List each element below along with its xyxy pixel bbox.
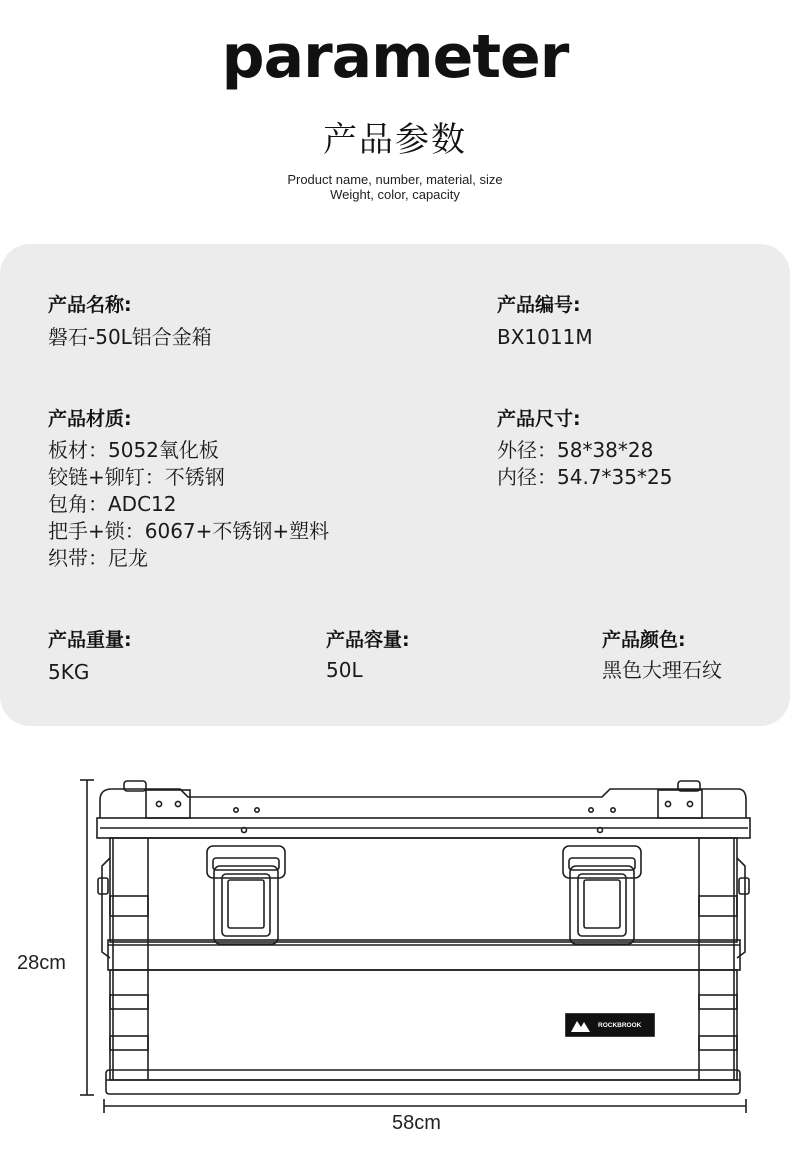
material-line: 包角：ADC12: [48, 492, 177, 516]
spec-panel: [0, 244, 790, 726]
aluminum-box-drawing: [0, 760, 790, 1160]
description-line-1: Product name, number, material, size: [287, 172, 503, 187]
material-line: 板材：5052氧化板: [48, 438, 219, 462]
latch-right: [563, 846, 641, 944]
description-line-2: Weight, color, capacity: [330, 187, 460, 202]
product-weight-label: 产品重量:: [48, 629, 132, 651]
lid: [97, 781, 750, 838]
page-title: parameter: [221, 22, 569, 92]
latch-left: [207, 846, 285, 944]
width-dimension-label: 58cm: [392, 1112, 441, 1134]
product-number-label: 产品编号:: [497, 294, 581, 316]
product-name-value: 磐石-50L铝合金箱: [48, 325, 212, 349]
size-line: 外径：58*38*28: [497, 438, 654, 462]
product-size-list: [497, 437, 672, 491]
page-subtitle: 产品参数: [323, 120, 467, 160]
product-color-value: 黑色大理石纹: [602, 658, 722, 682]
product-number-value: BX1011M: [497, 325, 593, 349]
width-dimension-line: [104, 1099, 746, 1113]
material-line: 织带：尼龙: [48, 546, 148, 570]
height-dimension-label: 28cm: [17, 952, 66, 974]
product-capacity-value: 50L: [326, 658, 363, 682]
product-material-label: 产品材质:: [48, 408, 132, 430]
body: [98, 838, 749, 1094]
product-name-label: 产品名称:: [48, 294, 132, 316]
material-line: 铰链+铆钉：不锈钢: [48, 465, 225, 489]
material-line: 把手+锁：6067+不锈钢+塑料: [48, 519, 330, 543]
height-dimension-line: [80, 780, 94, 1095]
size-line: 内径：54.7*35*25: [497, 465, 673, 489]
product-size-label: 产品尺寸:: [497, 408, 581, 430]
product-color-label: 产品颜色:: [602, 629, 686, 651]
brand-logo-text: ROCKBROOK: [598, 1022, 642, 1029]
product-material-list: [48, 437, 329, 572]
product-capacity-label: 产品容量:: [326, 629, 410, 651]
product-weight-value: 5KG: [48, 660, 90, 684]
brand-badge: [566, 1014, 654, 1036]
